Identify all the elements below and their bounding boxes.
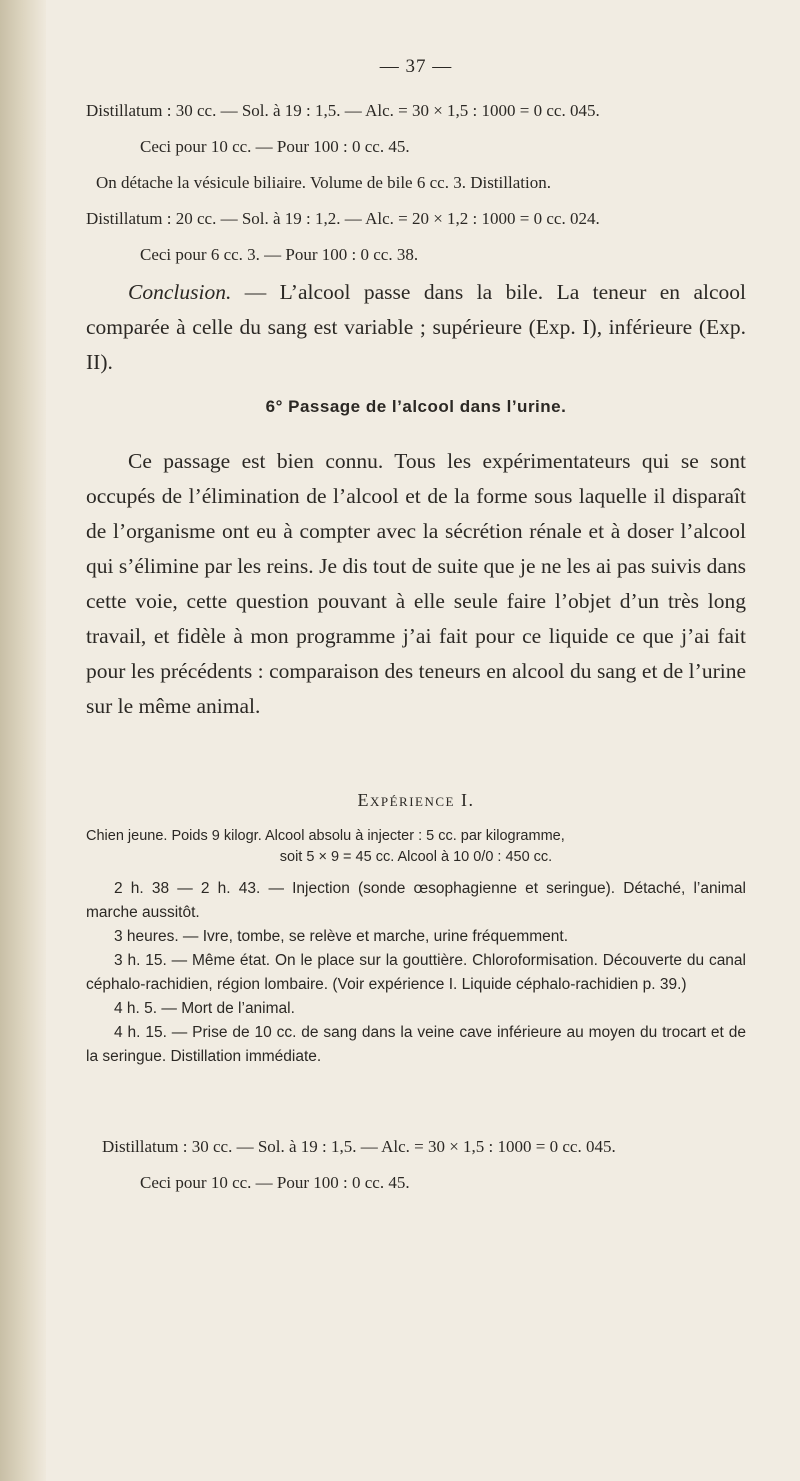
calculation-block — [86, 93, 746, 273]
experience-title: Expérience I. — [357, 790, 475, 810]
calc-line-5: Ceci pour 6 cc. 3. — Pour 100 : 0 cc. 38. — [140, 245, 419, 264]
log-entry-2: 3 heures. — Ivre, tombe, se relève et marche, urine fréquemment. — [114, 928, 569, 945]
conclusion-lead: Conclusion. — [128, 280, 232, 304]
conclusion-paragraph — [86, 275, 746, 380]
log-entry-1: 2 h. 38 — 2 h. 43. — Injection (sonde œsophagienne et seringue). Détaché, l’animal marche aussitôt. — [86, 880, 746, 921]
section-title: 6° Passage de l’alcool dans l’urine. — [265, 397, 567, 416]
log-entry-4: 4 h. 5. — Mort de l’animal. — [114, 1000, 295, 1017]
calc-line-2: Ceci pour 10 cc. — Pour 100 : 0 cc. 45. — [140, 137, 410, 156]
main-text-block — [86, 444, 746, 724]
conclusion-text: — L’alcool passe dans la bile. La teneur en alcool comparée à celle du sang est variable ; supérieure (Exp. I), inférieure (Exp. II). — [86, 280, 746, 374]
final-calculation — [86, 1129, 746, 1201]
calc-line-1: Distillatum : 30 cc. — Sol. à 19 : 1,5. — Alc. = 30 × 1,5 : 1000 = 0 cc. 045. — [86, 101, 600, 120]
log-entry-3: 3 h. 15. — Même état. On le place sur la gouttière. Chloroformisation. Découverte du canal céphalo-rachidien, région lombaire. (Voir expérience I. Liquide céphalo-rachidien p. 39.) — [86, 952, 746, 993]
log-entry-5: 4 h. 15. — Prise de 10 cc. de sang dans la veine cave inférieure au moyen du trocart et de la seringue. Distillation immédiate. — [86, 1024, 746, 1065]
subject-description — [86, 826, 746, 868]
conclusion-block — [86, 275, 746, 380]
page-number: — 37 — — [379, 56, 453, 77]
final-calc-line-2: Ceci pour 10 cc. — Pour 100 : 0 cc. 45. — [140, 1173, 410, 1192]
subject-line-2: soit 5 × 9 = 45 cc. Alcool à 10 0/0 : 450 cc. — [279, 849, 553, 865]
final-calc-line-1: Distillatum : 30 cc. — Sol. à 19 : 1,5. — Alc. = 30 × 1,5 : 1000 = 0 cc. 045. — [102, 1137, 616, 1156]
main-paragraph: Ce passage est bien connu. Tous les expérimentateurs qui se sont occupés de l’élimination de l’alcool et de la forme sous laquelle il disparaît de l’organisme ont eu à compter avec la sécrétion rénale et à doser l’alcool qui s’élimine par les reins. Je dis tout de suite que je ne les ai pas suivis dans cette voie, cette question pouvant à elle seule faire l’objet d’un très long travail, et fidèle à mon programme j’ai fait pour ce liquide ce que j’ai fait pour les précédents : comparaison des teneurs en alcool du sang et de l’urine sur le même animal. — [86, 449, 746, 718]
book-binding-shadow — [0, 0, 46, 1481]
calc-line-4: Distillatum : 20 cc. — Sol. à 19 : 1,2. — Alc. = 20 × 1,2 : 1000 = 0 cc. 024. — [86, 209, 600, 228]
calc-line-3: On détache la vésicule biliaire. Volume de bile 6 cc. 3. Distillation. — [96, 173, 551, 192]
subject-line-1: Chien jeune. Poids 9 kilogr. Alcool absolu à injecter : 5 cc. par kilogramme, — [86, 828, 565, 844]
experiment-log — [86, 877, 746, 1069]
